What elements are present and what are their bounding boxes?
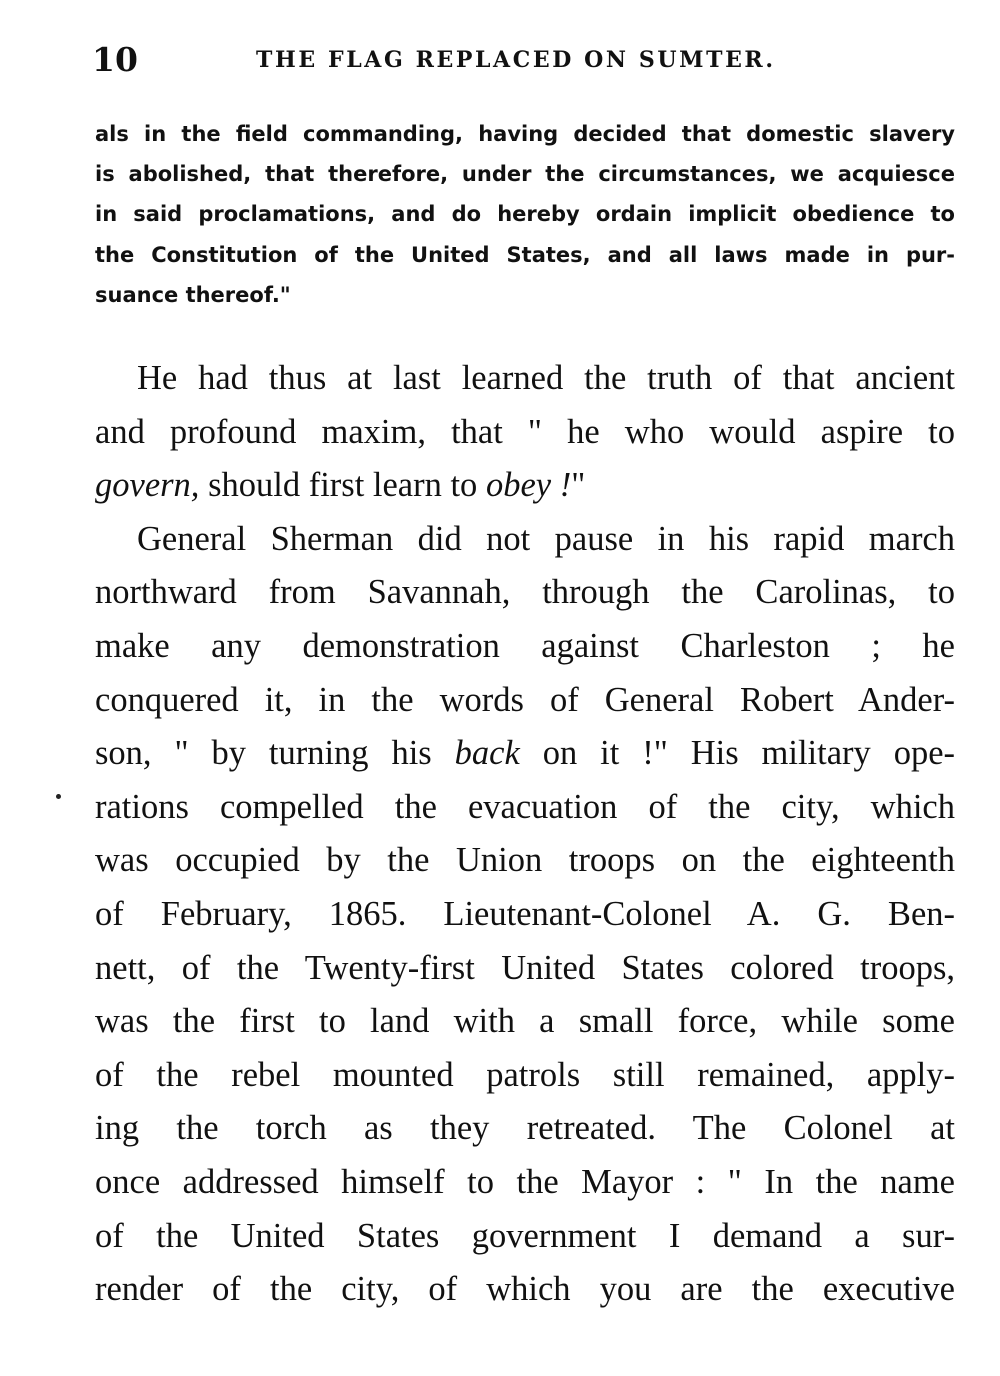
quote-line: the Constitution of the United States, and all laws made in pur- bbox=[95, 242, 955, 267]
quote-line: als in the field commanding, having decided that domestic slavery bbox=[95, 122, 955, 146]
quote-line: is abolished, that therefore, under the circumstances, we acquiesce bbox=[95, 162, 955, 187]
block-quote bbox=[95, 114, 955, 315]
text-line: and profound maxim, that " he who would aspire to bbox=[95, 412, 955, 451]
text-line bbox=[95, 459, 955, 513]
text-line: rations compelled the evacuation of the city, which bbox=[95, 787, 955, 826]
text-line: was occupied by the Union troops on the eighteenth bbox=[95, 841, 955, 880]
text-fragment: should first learn to bbox=[199, 466, 486, 505]
text-fragment: on it !" His military ope- bbox=[519, 734, 955, 773]
running-head: THE FLAG REPLACED ON SUMTER. bbox=[256, 47, 776, 73]
text-line: conquered it, in the words of General Robert Ander- bbox=[95, 680, 955, 719]
page-number: 10 bbox=[92, 40, 138, 79]
text-line: was the first to land with a small force, while some bbox=[95, 1002, 955, 1041]
text-line: ing the torch as they retreated. The Colonel at bbox=[95, 1109, 955, 1148]
stray-ink-mark bbox=[56, 794, 61, 799]
text-line: General Sherman did not pause in his rapid march bbox=[137, 519, 955, 558]
quote-line: suance thereof." bbox=[95, 282, 291, 307]
text-line: of the rebel mounted patrols still remained, apply- bbox=[95, 1055, 955, 1094]
emphasis-obey: obey ! bbox=[485, 466, 572, 505]
emphasis-back: back bbox=[454, 734, 520, 773]
paragraph-1 bbox=[95, 352, 955, 513]
text-line: render of the city, of which you are the executive bbox=[95, 1270, 955, 1309]
text-line: of the United States government I demand a sur- bbox=[95, 1216, 955, 1255]
text-fragment: son, " by turning his bbox=[95, 734, 455, 773]
main-text bbox=[95, 352, 955, 1317]
text-line: once addressed himself to the Mayor : " In the name bbox=[95, 1162, 955, 1201]
text-line: of February, 1865. Lieutenant-Colonel A. G. Ben- bbox=[95, 894, 955, 933]
text-line: make any demonstration against Charleston ; he bbox=[95, 626, 955, 665]
paragraph-2 bbox=[95, 513, 955, 1317]
quote-line: in said proclamations, and do hereby ordain implicit obedience to bbox=[95, 202, 955, 227]
text-fragment: " bbox=[571, 466, 586, 505]
text-line: northward from Savannah, through the Carolinas, to bbox=[95, 573, 955, 612]
text-line: nett, of the Twenty-first United States colored troops, bbox=[95, 948, 955, 987]
text-line: He had thus at last learned the truth of that ancient bbox=[137, 359, 955, 397]
text-line bbox=[95, 727, 955, 781]
emphasis-govern: govern, bbox=[95, 466, 200, 505]
page-header bbox=[92, 40, 962, 80]
